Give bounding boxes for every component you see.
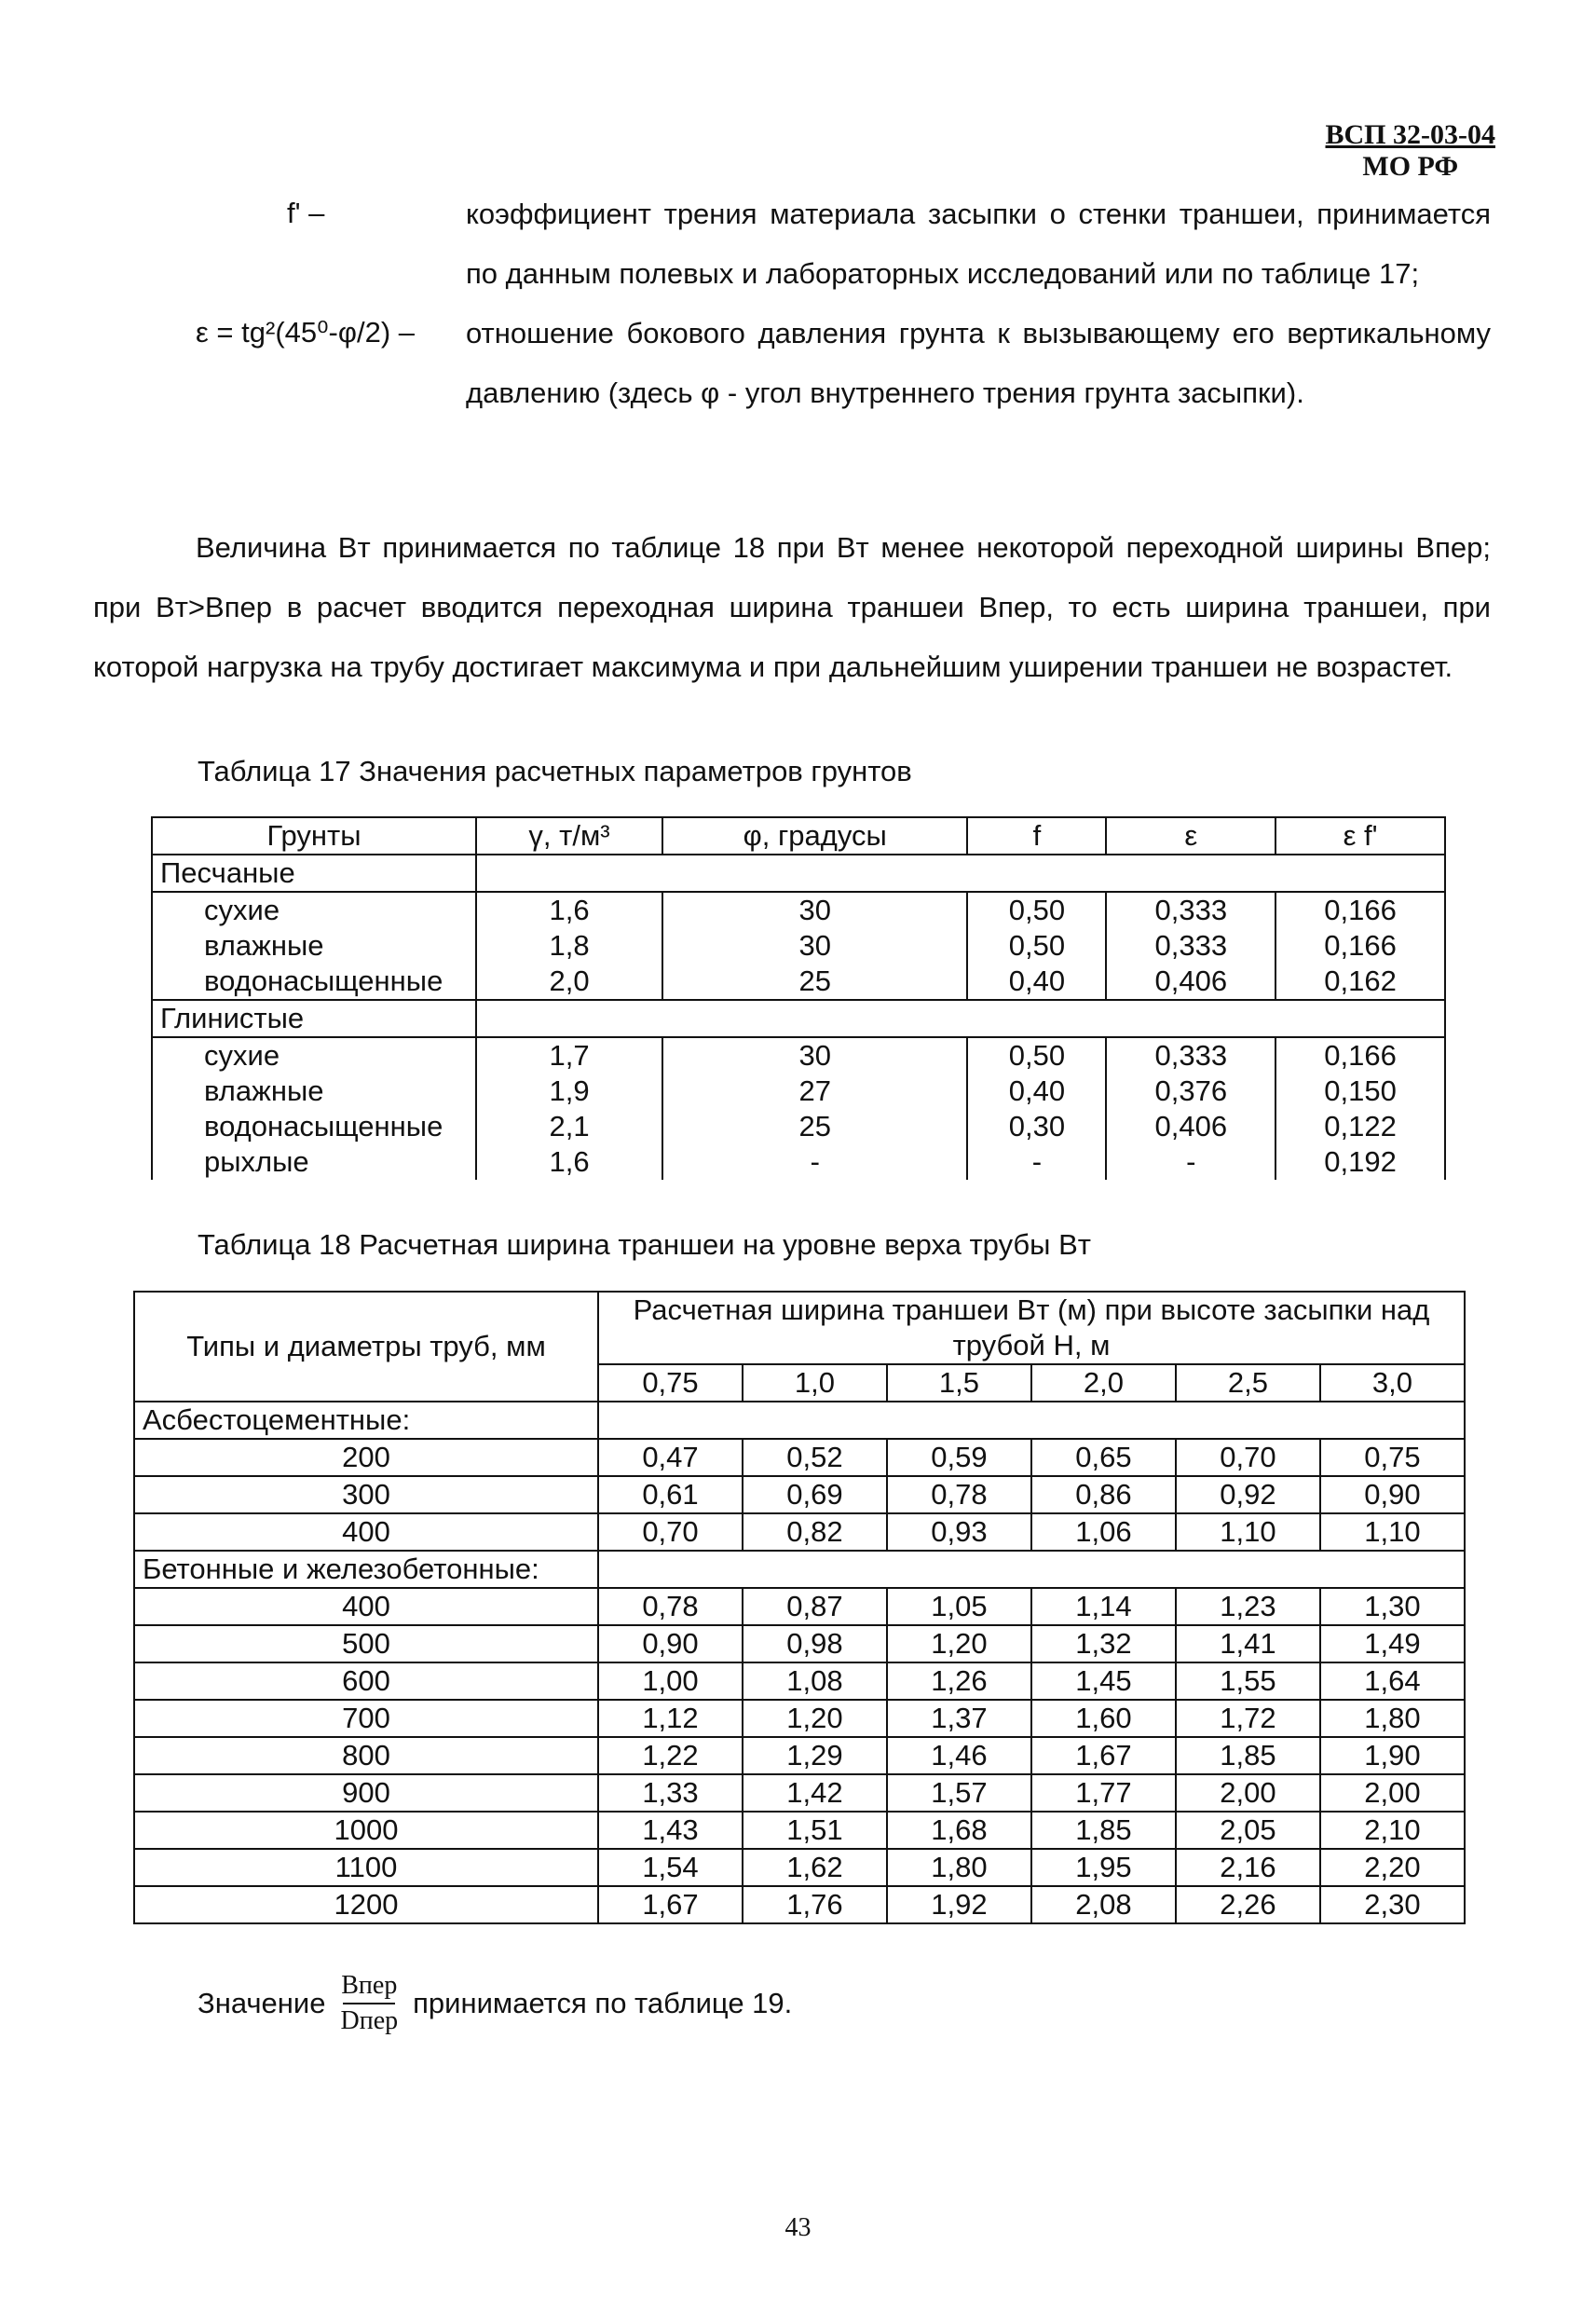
table-row — [152, 1109, 1445, 1144]
table-cell: 1,77 — [1031, 1774, 1176, 1812]
table-cell: 0,150 — [1275, 1074, 1445, 1109]
column-header: φ, градусы — [662, 817, 967, 855]
table17-body — [152, 855, 1445, 1180]
row-label: 300 — [134, 1476, 598, 1513]
table-cell: 0,65 — [1031, 1439, 1176, 1476]
table-cell: 1,6 — [476, 1144, 662, 1180]
row-label: водонасыщенные — [152, 1109, 476, 1144]
table-row — [134, 1812, 1465, 1849]
table-cell: 1,33 — [598, 1774, 743, 1812]
definition-item — [196, 304, 1491, 423]
table-cell: 1,6 — [476, 892, 662, 928]
row-label: 1100 — [134, 1849, 598, 1886]
body-paragraph: Величина Bт принимается по таблице 18 при Bт менее некоторой переходной ширины Bпер; при Bт>Bпер в расчет вводится переходная ширина траншеи Bпер, то есть ширина траншеи, при которой нагрузка на трубу достигает максимума и при дальнейшим уширении траншеи не возрастет. — [93, 531, 1491, 683]
table-row — [134, 1588, 1465, 1625]
table-cell: 0,70 — [1176, 1439, 1320, 1476]
table-cell: 0,82 — [743, 1513, 887, 1551]
table-cell: 2,16 — [1176, 1849, 1320, 1886]
table-cell: 0,166 — [1275, 892, 1445, 928]
table-cell: 1,76 — [743, 1886, 887, 1923]
table-row — [152, 1144, 1445, 1180]
table-cell: 1,8 — [476, 928, 662, 964]
table-cell: 1,85 — [1031, 1812, 1176, 1849]
table-cell: 1,49 — [1320, 1625, 1465, 1662]
height-header: 1,0 — [743, 1364, 887, 1402]
note-line — [198, 1971, 792, 2036]
table-cell: 1,20 — [887, 1625, 1031, 1662]
table-cell: 0,406 — [1106, 1109, 1275, 1144]
definition-symbol: ε = tg²(45⁰-φ/2) – — [196, 316, 416, 349]
table-cell: 1,57 — [887, 1774, 1031, 1812]
definition-item — [196, 185, 1491, 304]
row-label: сухие — [152, 1037, 476, 1074]
table-cell: 0,50 — [967, 892, 1106, 928]
group-filler — [598, 1402, 1465, 1439]
table-cell: 30 — [662, 928, 967, 964]
table-cell: 1,7 — [476, 1037, 662, 1074]
table-cell: 0,75 — [1320, 1439, 1465, 1476]
table-cell: 0,50 — [967, 1037, 1106, 1074]
group-row — [134, 1551, 1465, 1588]
group-filler — [598, 1551, 1465, 1588]
table-cell: 1,9 — [476, 1074, 662, 1109]
table-cell: 1,68 — [887, 1812, 1031, 1849]
table-cell: 1,30 — [1320, 1588, 1465, 1625]
table-cell: 1,90 — [1320, 1737, 1465, 1774]
group-row — [152, 855, 1445, 892]
fraction-numerator: Bпер — [341, 1971, 398, 2000]
definition-symbol: f' – — [287, 197, 325, 229]
table-cell: 1,06 — [1031, 1513, 1176, 1551]
row-label: влажные — [152, 1074, 476, 1109]
table-cell: 0,90 — [1320, 1476, 1465, 1513]
document-org: МО РФ — [1362, 151, 1459, 182]
definition-text: коэффициент трения материала засыпки о стенки траншеи, принимается по данным полевых и лабораторных исследований или по таблице 17; — [466, 198, 1491, 290]
row-label: 1000 — [134, 1812, 598, 1849]
table-cell: 1,46 — [887, 1737, 1031, 1774]
table-cell: 30 — [662, 1037, 967, 1074]
table-header-row — [134, 1292, 1465, 1364]
table-cell: 25 — [662, 964, 967, 1000]
table-cell: 1,26 — [887, 1662, 1031, 1700]
table-cell: 0,61 — [598, 1476, 743, 1513]
table-row — [152, 964, 1445, 1000]
group-filler — [476, 855, 1445, 892]
row-label: 1200 — [134, 1886, 598, 1923]
table-cell: 0,69 — [743, 1476, 887, 1513]
table-cell: 0,192 — [1275, 1144, 1445, 1180]
table-cell: 1,00 — [598, 1662, 743, 1700]
table-cell: 1,45 — [1031, 1662, 1176, 1700]
table-cell: 2,26 — [1176, 1886, 1320, 1923]
height-header: 1,5 — [887, 1364, 1031, 1402]
table-cell: 1,80 — [887, 1849, 1031, 1886]
table-cell: 1,41 — [1176, 1625, 1320, 1662]
table-row — [134, 1513, 1465, 1551]
row-label: водонасыщенные — [152, 964, 476, 1000]
table-cell: 1,72 — [1176, 1700, 1320, 1737]
table-cell: 0,50 — [967, 928, 1106, 964]
document-code: ВСП 32-03-04 — [1325, 119, 1495, 150]
row-label: 800 — [134, 1737, 598, 1774]
table-cell: 2,30 — [1320, 1886, 1465, 1923]
table-cell: 1,08 — [743, 1662, 887, 1700]
definitions-list — [196, 185, 1491, 423]
table-row — [134, 1439, 1465, 1476]
table-row — [134, 1886, 1465, 1923]
table-cell: - — [1106, 1144, 1275, 1180]
table18-caption: Таблица 18 Расчетная ширина траншеи на уровне верха трубы Bт — [198, 1228, 1091, 1261]
column-header: Типы и диаметры труб, мм — [134, 1292, 598, 1402]
column-header: γ, т/м³ — [476, 817, 662, 855]
table-cell: 1,10 — [1320, 1513, 1465, 1551]
group-row — [134, 1402, 1465, 1439]
table-row — [134, 1625, 1465, 1662]
table-cell: 2,05 — [1176, 1812, 1320, 1849]
table-cell: 1,10 — [1176, 1513, 1320, 1551]
table-row — [134, 1849, 1465, 1886]
table-cell: 30 — [662, 892, 967, 928]
table-cell: 0,40 — [967, 1074, 1106, 1109]
row-label: 900 — [134, 1774, 598, 1812]
table-row — [134, 1737, 1465, 1774]
table-cell: 0,122 — [1275, 1109, 1445, 1144]
table-cell: 0,78 — [887, 1476, 1031, 1513]
height-header: 3,0 — [1320, 1364, 1465, 1402]
row-label: влажные — [152, 928, 476, 964]
group-label: Бетонные и железобетонные: — [134, 1551, 598, 1588]
fraction — [340, 1971, 398, 2036]
table-cell: 27 — [662, 1074, 967, 1109]
table-cell: 1,67 — [1031, 1737, 1176, 1774]
group-label: Глинистые — [152, 1000, 476, 1037]
table-cell: 0,166 — [1275, 928, 1445, 964]
table-cell: 1,42 — [743, 1774, 887, 1812]
fraction-denominator: Dпер — [340, 2006, 399, 2035]
table-cell: 0,376 — [1106, 1074, 1275, 1109]
span-header: Расчетная ширина траншеи Bт (м) при высоте засыпки над трубой H, м — [598, 1292, 1465, 1364]
table-cell: 0,162 — [1275, 964, 1445, 1000]
table18 — [133, 1291, 1466, 1924]
table-cell: 1,32 — [1031, 1625, 1176, 1662]
table-cell: 0,333 — [1106, 1037, 1275, 1074]
row-label: 200 — [134, 1439, 598, 1476]
height-header: 0,75 — [598, 1364, 743, 1402]
table-cell: 25 — [662, 1109, 967, 1144]
table-cell: - — [967, 1144, 1106, 1180]
table-row — [134, 1662, 1465, 1700]
table18-body — [134, 1402, 1465, 1923]
table-cell: 0,92 — [1176, 1476, 1320, 1513]
table-cell: 1,12 — [598, 1700, 743, 1737]
table-row — [152, 892, 1445, 928]
table-cell: 0,90 — [598, 1625, 743, 1662]
table-header-row — [152, 817, 1445, 855]
table17-caption: Таблица 17 Значения расчетных параметров грунтов — [198, 755, 912, 787]
table-cell: 0,70 — [598, 1513, 743, 1551]
table-cell: 0,78 — [598, 1588, 743, 1625]
table-cell: 1,95 — [1031, 1849, 1176, 1886]
table-cell: 0,40 — [967, 964, 1106, 1000]
table-cell: 1,29 — [743, 1737, 887, 1774]
table-cell: 1,55 — [1176, 1662, 1320, 1700]
height-header: 2,5 — [1176, 1364, 1320, 1402]
table-cell: 0,59 — [887, 1439, 1031, 1476]
table-cell: 1,64 — [1320, 1662, 1465, 1700]
table-cell: 2,08 — [1031, 1886, 1176, 1923]
note-suffix: принимается по таблице 19. — [413, 1987, 793, 2019]
table-cell: 1,85 — [1176, 1737, 1320, 1774]
document-header — [1326, 119, 1496, 183]
note-prefix: Значение — [198, 1987, 326, 2019]
column-header: Грунты — [152, 817, 476, 855]
table-cell: 0,47 — [598, 1439, 743, 1476]
table-cell: 0,87 — [743, 1588, 887, 1625]
row-label: 400 — [134, 1588, 598, 1625]
table-cell: 2,1 — [476, 1109, 662, 1144]
row-label: 500 — [134, 1625, 598, 1662]
table-cell: 0,166 — [1275, 1037, 1445, 1074]
table-cell: 1,20 — [743, 1700, 887, 1737]
row-label: сухие — [152, 892, 476, 928]
table-cell: 2,10 — [1320, 1812, 1465, 1849]
table-cell: 1,51 — [743, 1812, 887, 1849]
table-cell: 0,52 — [743, 1439, 887, 1476]
table-cell: 1,23 — [1176, 1588, 1320, 1625]
table-cell: 2,20 — [1320, 1849, 1465, 1886]
table-cell: - — [662, 1144, 967, 1180]
table-cell: 1,80 — [1320, 1700, 1465, 1737]
table-cell: 1,43 — [598, 1812, 743, 1849]
table-cell: 1,92 — [887, 1886, 1031, 1923]
table-cell: 0,406 — [1106, 964, 1275, 1000]
table-cell: 0,98 — [743, 1625, 887, 1662]
table-cell: 1,37 — [887, 1700, 1031, 1737]
table-cell: 2,00 — [1176, 1774, 1320, 1812]
table-cell: 0,93 — [887, 1513, 1031, 1551]
table-cell: 1,22 — [598, 1737, 743, 1774]
table-row — [152, 928, 1445, 964]
group-label: Асбестоцементные: — [134, 1402, 598, 1439]
column-header: f — [967, 817, 1106, 855]
definition-text: отношение бокового давления грунта к вызывающему его вертикальному давлению (здесь φ - угол внутреннего трения грунта засыпки). — [466, 317, 1491, 409]
table-row — [134, 1700, 1465, 1737]
table-cell: 0,333 — [1106, 892, 1275, 928]
table-row — [134, 1774, 1465, 1812]
table-cell: 1,54 — [598, 1849, 743, 1886]
table-row — [152, 1074, 1445, 1109]
table-row — [134, 1476, 1465, 1513]
table-cell: 0,333 — [1106, 928, 1275, 964]
row-label: 600 — [134, 1662, 598, 1700]
group-filler — [476, 1000, 1445, 1037]
table-cell: 0,86 — [1031, 1476, 1176, 1513]
table-cell: 2,0 — [476, 964, 662, 1000]
table-cell: 1,67 — [598, 1886, 743, 1923]
group-row — [152, 1000, 1445, 1037]
row-label: 700 — [134, 1700, 598, 1737]
table-cell: 2,00 — [1320, 1774, 1465, 1812]
table-cell: 1,14 — [1031, 1588, 1176, 1625]
table-row — [152, 1037, 1445, 1074]
column-header: ε — [1106, 817, 1275, 855]
table-cell: 0,30 — [967, 1109, 1106, 1144]
fraction-bar — [343, 2003, 395, 2004]
table-cell: 1,60 — [1031, 1700, 1176, 1737]
page-number: 43 — [784, 2213, 812, 2242]
table17 — [151, 816, 1446, 1180]
row-label: 400 — [134, 1513, 598, 1551]
row-label: рыхлые — [152, 1144, 476, 1180]
group-label: Песчаные — [152, 855, 476, 892]
column-header: ε f' — [1275, 817, 1445, 855]
table-cell: 1,62 — [743, 1849, 887, 1886]
height-header: 2,0 — [1031, 1364, 1176, 1402]
table-cell: 1,05 — [887, 1588, 1031, 1625]
